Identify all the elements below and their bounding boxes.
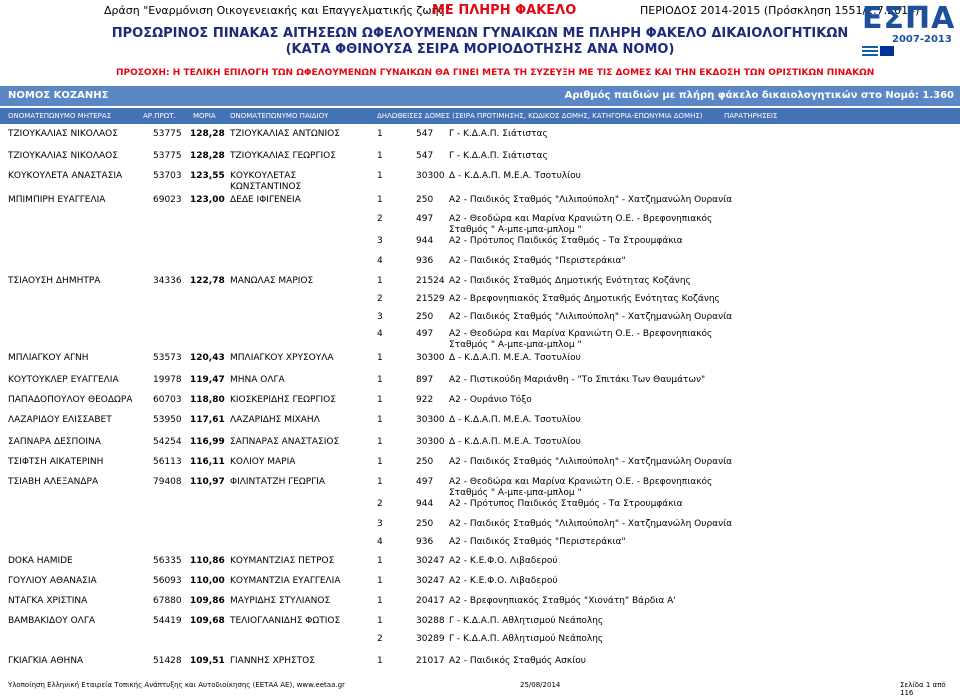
score: 119,47 — [190, 375, 225, 385]
score: 110,00 — [190, 576, 225, 586]
mother-name: ΜΠΛΙΑΓΚΟΥ ΑΓΝΗ — [8, 353, 89, 363]
preference-order: 1 — [377, 353, 383, 363]
child-name: ΣΑΠΝΑΡΑΣ ΑΝΑΣΤΑΣΙΟΣ — [230, 437, 340, 447]
mother-name: ΤΣΙΦΤΣΗ ΑΙΚΑΤΕΡΙΝΗ — [8, 457, 104, 467]
col-prot: ΑΡ.ΠΡΩΤ. — [143, 112, 176, 120]
mother-name: ΣΑΠΝΑΡΑ ΔΕΣΠΟΙΝΑ — [8, 437, 101, 447]
table-header — [0, 108, 960, 124]
protocol-number: 53775 — [153, 129, 182, 139]
structure-name-cont: Σταθμός " Α-μπε-μπα-μπλομ " — [449, 488, 582, 498]
structure-code: 936 — [416, 537, 434, 547]
child-name: ΤΕΛΙΟΓΛΑΝΙΔΗΣ ΦΩΤΙΟΣ — [230, 616, 341, 626]
child-name: ΓΙΑΝΝΗΣ ΧΡΗΣΤΟΣ — [230, 656, 315, 666]
structure-name: Α2 - Κ.Ε.Φ.Ο. Λιβαδερού — [449, 556, 558, 566]
preference-order: 2 — [377, 294, 383, 304]
espa-logo-text: ΕΣΠΑ — [862, 1, 956, 36]
child-count: Αριθμός παιδιών με πλήρη φάκελο δικαιολογητικών στο Νομό: 1.360 — [564, 90, 954, 101]
score: 118,80 — [190, 395, 225, 405]
child-name: ΜΑΥΡΙΔΗΣ ΣΤΥΛΙΑΝΟΣ — [230, 596, 331, 606]
preference-order: 1 — [377, 415, 383, 425]
structure-code: 30300 — [416, 171, 445, 181]
child-name: ΚΟΥΜΑΝΤΖΙΑΣ ΠΕΤΡΟΣ — [230, 556, 335, 566]
protocol-number: 69023 — [153, 195, 182, 205]
col-mother: ΟΝΟΜΑΤΕΠΩΝΥΜΟ ΜΗΤΕΡΑΣ — [8, 112, 112, 120]
structure-name: Α2 - Πιστικούδη Μαριάνθη - "Το Σπιτάκι Των Θαυμάτων" — [449, 375, 706, 385]
score: 110,97 — [190, 477, 225, 487]
child-name: ΜΠΛΙΑΓΚΟΥ ΧΡΥΣΟΥΛΑ — [230, 353, 334, 363]
protocol-number: 54254 — [153, 437, 182, 447]
structure-name: Δ - Κ.Δ.Α.Π. Μ.Ε.Α. Τσοτυλίου — [449, 437, 581, 447]
structure-name: Α2 - Παιδικός Σταθμός Δημοτικής Ενότητας Κοζάνης — [449, 276, 691, 286]
structure-code: 897 — [416, 375, 434, 385]
structure-code: 547 — [416, 151, 434, 161]
preference-order: 2 — [377, 634, 383, 644]
preference-order: 3 — [377, 236, 383, 246]
structure-code: 547 — [416, 129, 434, 139]
child-name: ΤΖΙΟΥΚΑΛΙΑΣ ΑΝΤΩΝΙΟΣ — [230, 129, 340, 139]
preference-order: 1 — [377, 457, 383, 467]
structure-name-cont: Σταθμός " Α-μπε-μπα-μπλομ " — [449, 340, 582, 350]
preference-order: 1 — [377, 151, 383, 161]
child-name: ΦΙΛΙΝΤΑΤΖΗ ΓΕΩΡΓΙΑ — [230, 477, 326, 487]
structure-name: Γ - Κ.Δ.Α.Π. Σιάτιστας — [449, 129, 548, 139]
structure-code: 30288 — [416, 616, 445, 626]
preference-order: 1 — [377, 596, 383, 606]
preference-order: 1 — [377, 556, 383, 566]
preference-order: 1 — [377, 576, 383, 586]
structure-name: Γ - Κ.Δ.Α.Π. Αθλητισμού Νεάπολης — [449, 634, 604, 644]
structure-name: Α2 - Θεοδώρα και Μαρίνα Κρανιώτη Ο.Ε. - Βρεφονηπιακός — [449, 214, 713, 224]
preference-order: 1 — [377, 375, 383, 385]
preference-order: 1 — [377, 437, 383, 447]
child-name-cont: ΚΩΝΣΤΑΝΤΙΝΟΣ — [230, 182, 302, 192]
score: 123,00 — [190, 195, 225, 205]
score: 109,51 — [190, 656, 225, 666]
child-name: ΚΟΥΜΑΝΤΖΙΑ ΕΥΑΓΓΕΛΙΑ — [230, 576, 341, 586]
region-name: ΝΟΜΟΣ ΚΟΖΑΝΗΣ — [8, 90, 109, 101]
preference-order: 2 — [377, 214, 383, 224]
protocol-number: 56335 — [153, 556, 182, 566]
protocol-number: 53573 — [153, 353, 182, 363]
score: 123,55 — [190, 171, 225, 181]
structure-name: Α2 - Ουράνιο Τόξο — [449, 395, 532, 405]
structure-name: Δ - Κ.Δ.Α.Π. Μ.Ε.Α. Τσοτυλίου — [449, 415, 581, 425]
mother-name: ΠΑΠΑΔΟΠΟΥΛΟΥ ΘΕΟΔΩΡΑ — [8, 395, 133, 405]
protocol-number: 79408 — [153, 477, 182, 487]
structure-name: Α2 - Πρότυπος Παιδικός Σταθμός - Τα Στρουμφάκια — [449, 236, 683, 246]
structure-name: Α2 - Παιδικός Σταθμός "Λιλιπούπολη" - Χατζημανώλη Ουρανία — [449, 195, 733, 205]
structure-name: Α2 - Παιδικός Σταθμός "Περιστεράκια" — [449, 256, 626, 266]
preference-order: 4 — [377, 537, 383, 547]
score: 110,86 — [190, 556, 225, 566]
score: 128,28 — [190, 151, 225, 161]
structure-name: Α2 - Παιδικός Σταθμός Ασκίου — [449, 656, 586, 666]
child-name: ΚΟΛΙΟΥ ΜΑΡΙΑ — [230, 457, 296, 467]
structure-name: Α2 - Παιδικός Σταθμός "Λιλιπούπολη" - Χατζημανώλη Ουρανία — [449, 312, 733, 322]
protocol-number: 54419 — [153, 616, 182, 626]
structure-code: 30300 — [416, 415, 445, 425]
preference-order: 3 — [377, 519, 383, 529]
main-title: ΠΡΟΣΩΡΙΝΟΣ ΠΙΝΑΚΑΣ ΑΙΤΗΣΕΩΝ ΩΦΕΛΟΥΜΕΝΩΝ ΓΥΝΑΙΚΩΝ ΜΕ ΠΛΗΡΗ ΦΑΚΕΛΟ ΔΙΚΑΙΟΛΟΓΗΤΙΚΩΝ — [111, 26, 849, 41]
score: 116,99 — [190, 437, 225, 447]
preference-order: 1 — [377, 171, 383, 181]
structure-name: Α2 - Κ.Ε.Φ.Ο. Λιβαδερού — [449, 576, 558, 586]
structure-name: Γ - Κ.Δ.Α.Π. Σιάτιστας — [449, 151, 548, 161]
mother-name: ΒΑΜΒΑΚΙΔΟΥ ΟΛΓΑ — [8, 616, 95, 626]
child-name: ΜΗΝΑ ΟΛΓΑ — [230, 375, 285, 385]
structure-name: Α2 - Βρεφονηπιακός Σταθμός Δημοτικής Ενότητας Κοζάνης — [449, 294, 720, 304]
preference-order: 1 — [377, 616, 383, 626]
protocol-number: 67880 — [153, 596, 182, 606]
footer-date: 25/08/2014 — [520, 681, 561, 689]
protocol-number: 56093 — [153, 576, 182, 586]
preference-order: 4 — [377, 256, 383, 266]
structure-name: Γ - Κ.Δ.Α.Π. Αθλητισμού Νεάπολης — [449, 616, 604, 626]
score: 120,43 — [190, 353, 225, 363]
structure-name-cont: Σταθμός " Α-μπε-μπα-μπλομ " — [449, 225, 582, 235]
col-structures: ΔΗΛΩΘΕΙΣΕΣ ΔΟΜΕΣ (ΣΕΙΡΑ ΠΡΟΤΙΜΗΣΗΣ, ΚΩΔΙΚΟΣ ΔΟΜΗΣ, ΚΑΤΗΓΟΡΙΑ-ΕΠΩΝΥΜΙΑ ΔΟΜΗΣ) — [377, 112, 703, 120]
program-title: Δράση "Εναρμόνιση Οικογενειακής και Επαγγελματικής ζωής" — [104, 4, 451, 17]
col-child: ΟΝΟΜΑΤΕΠΩΝΥΜΟ ΠΑΙΔΙΟΥ — [230, 112, 329, 120]
child-name: ΤΖΙΟΥΚΑΛΙΑΣ ΓΕΩΡΓΙΟΣ — [230, 151, 336, 161]
structure-name: Α2 - Παιδικός Σταθμός "Λιλιπούπολη" - Χατζημανώλη Ουρανία — [449, 519, 733, 529]
structure-code: 922 — [416, 395, 434, 405]
structure-code: 250 — [416, 312, 434, 322]
structure-name: Α2 - Θεοδώρα και Μαρίνα Κρανιώτη Ο.Ε. - Βρεφονηπιακός — [449, 477, 713, 487]
mother-name: ΚΟΥΚΟΥΛΕΤΑ ΑΝΑΣΤΑΣΙΑ — [8, 171, 123, 181]
structure-code: 30289 — [416, 634, 445, 644]
sub-title: (ΚΑΤΑ ΦΘΙΝΟΥΣΑ ΣΕΙΡΑ ΜΟΡΙΟΔΟΤΗΣΗΣ ΑΝΑ ΝΟΜΟ) — [285, 42, 675, 57]
child-name: ΚΙΟΣΚΕΡΙΔΗΣ ΓΕΩΡΓΙΟΣ — [230, 395, 336, 405]
footer-page: Σελίδα 1 από 116 — [900, 681, 946, 697]
structure-code: 30300 — [416, 353, 445, 363]
preference-order: 1 — [377, 395, 383, 405]
protocol-number: 34336 — [153, 276, 182, 286]
structure-name: Α2 - Θεοδώρα και Μαρίνα Κρανιώτη Ο.Ε. - Βρεφονηπιακός — [449, 329, 713, 339]
preference-order: 3 — [377, 312, 383, 322]
col-score: ΜΟΡΙΑ — [193, 112, 216, 120]
protocol-number: 56113 — [153, 457, 182, 467]
protocol-number: 53775 — [153, 151, 182, 161]
score: 122,78 — [190, 276, 225, 286]
score: 109,68 — [190, 616, 225, 626]
structure-code: 30247 — [416, 556, 445, 566]
col-notes: ΠΑΡΑΤΗΡΗΣΕΙΣ — [724, 112, 778, 120]
structure-code: 30247 — [416, 576, 445, 586]
mother-name: ΤΣΙΑΒΗ ΑΛΕΞΑΝΔΡΑ — [8, 477, 99, 487]
espa-logo-years: 2007-2013 — [892, 34, 952, 45]
structure-code: 936 — [416, 256, 434, 266]
preference-order: 1 — [377, 195, 383, 205]
region-bar — [0, 86, 960, 106]
child-name: ΚΟΥΚΟΥΛΕΤΑΣ — [230, 171, 297, 181]
structure-code: 497 — [416, 214, 434, 224]
protocol-number: 51428 — [153, 656, 182, 666]
structure-code: 250 — [416, 457, 434, 467]
structure-code: 20417 — [416, 596, 445, 606]
preference-order: 1 — [377, 477, 383, 487]
structure-name: Α2 - Βρεφονηπιακός Σταθμός "Χιονάτη" Βάρδια Α' — [449, 596, 676, 606]
mother-name: ΚΟΥΤΟΥΚΛΕΡ ΕΥΑΓΓΕΛΙΑ — [8, 375, 119, 385]
structure-code: 497 — [416, 329, 434, 339]
structure-code: 250 — [416, 195, 434, 205]
structure-code: 944 — [416, 499, 434, 509]
protocol-number: 19978 — [153, 375, 182, 385]
structure-code: 250 — [416, 519, 434, 529]
mother-name: ΤΣΙΑΟΥΣΗ ΔΗΜΗΤΡΑ — [8, 276, 101, 286]
preference-order: 2 — [377, 499, 383, 509]
child-name: ΔΕΔΕ ΙΦΙΓΕΝΕΙΑ — [230, 195, 301, 205]
preference-order: 1 — [377, 656, 383, 666]
structure-code: 497 — [416, 477, 434, 487]
preference-order: 4 — [377, 329, 383, 339]
structure-code: 21017 — [416, 656, 445, 666]
structure-name: Δ - Κ.Δ.Α.Π. Μ.Ε.Α. Τσοτυλίου — [449, 171, 581, 181]
mother-name: ΓΟΥΛΙΟΥ ΑΘΑΝΑΣΙΑ — [8, 576, 97, 586]
protocol-number: 53950 — [153, 415, 182, 425]
mother-name: ΤΖΙΟΥΚΑΛΙΑΣ ΝΙΚΟΛΑΟΣ — [8, 129, 118, 139]
status-label: ΜΕ ΠΛΗΡΗ ΦΑΚΕΛΟ — [432, 3, 577, 18]
structure-code: 21524 — [416, 276, 445, 286]
preference-order: 1 — [377, 276, 383, 286]
structure-name: Α2 - Παιδικός Σταθμός "Περιστεράκια" — [449, 537, 626, 547]
structure-code: 944 — [416, 236, 434, 246]
warning-text: ΠΡΟΣΟΧΗ: Η ΤΕΛΙΚΗ ΕΠΙΛΟΓΗ ΤΩΝ ΩΦΕΛΟΥΜΕΝΩΝ ΓΥΝΑΙΚΩΝ ΘΑ ΓΙΝΕΙ ΜΕΤΑ ΤΗ ΣΥΖΕΥΞΗ ΜΕ ΤΙΣ ΔΟΜΕΣ ΚΑΙ ΤΗΝ ΕΚΔΟΣΗ ΤΩΝ ΟΡΙΣΤΙΚΩΝ ΠΙΝΑΚΩΝ — [116, 68, 875, 78]
mother-name: ΤΖΙΟΥΚΑΛΙΑΣ ΝΙΚΟΛΑΟΣ — [8, 151, 118, 161]
mother-name: ΝΤΑΓΚΑ ΧΡΙΣΤΙΝΑ — [8, 596, 88, 606]
mother-name: ΜΠΙΜΠΙΡΗ ΕΥΑΓΓΕΛΙΑ — [8, 195, 106, 205]
structure-code: 30300 — [416, 437, 445, 447]
score: 117,61 — [190, 415, 225, 425]
structure-name: Α2 - Πρότυπος Παιδικός Σταθμός - Τα Στρουμφάκια — [449, 499, 683, 509]
structure-name: Δ - Κ.Δ.Α.Π. Μ.Ε.Α. Τσοτυλίου — [449, 353, 581, 363]
score: 109,86 — [190, 596, 225, 606]
structure-name: Α2 - Παιδικός Σταθμός "Λιλιπούπολη" - Χατζημανώλη Ουρανία — [449, 457, 733, 467]
mother-name: ΓΚΙΑΓΚΙΑ ΑΘΗΝΑ — [8, 656, 84, 666]
score: 116,11 — [190, 457, 225, 467]
mother-name: ΛΑΖΑΡΙΔΟΥ ΕΛΙΣΣΑΒΕΤ — [8, 415, 112, 425]
protocol-number: 60703 — [153, 395, 182, 405]
score: 128,28 — [190, 129, 225, 139]
mother-name: DOKA HAMIDE — [8, 556, 73, 566]
child-name: ΛΑΖΑΡΙΔΗΣ ΜΙΧΑΗΛ — [230, 415, 320, 425]
preference-order: 1 — [377, 129, 383, 139]
structure-code: 21529 — [416, 294, 445, 304]
child-name: ΜΑΝΩΛΑΣ ΜΑΡΙΟΣ — [230, 276, 314, 286]
period-label: ΠΕΡΙΟΔΟΣ 2014-2015 (Πρόσκληση 1551/2.7.2014) — [640, 4, 920, 17]
protocol-number: 53703 — [153, 171, 182, 181]
footer-credit: Υλοποίηση Ελληνική Εταιρεία Τοπικής Ανάπτυξης και Αυτοδιοίκησης (ΕΕΤΑΑ ΑΕ), www.eetaa.gr — [8, 681, 345, 689]
